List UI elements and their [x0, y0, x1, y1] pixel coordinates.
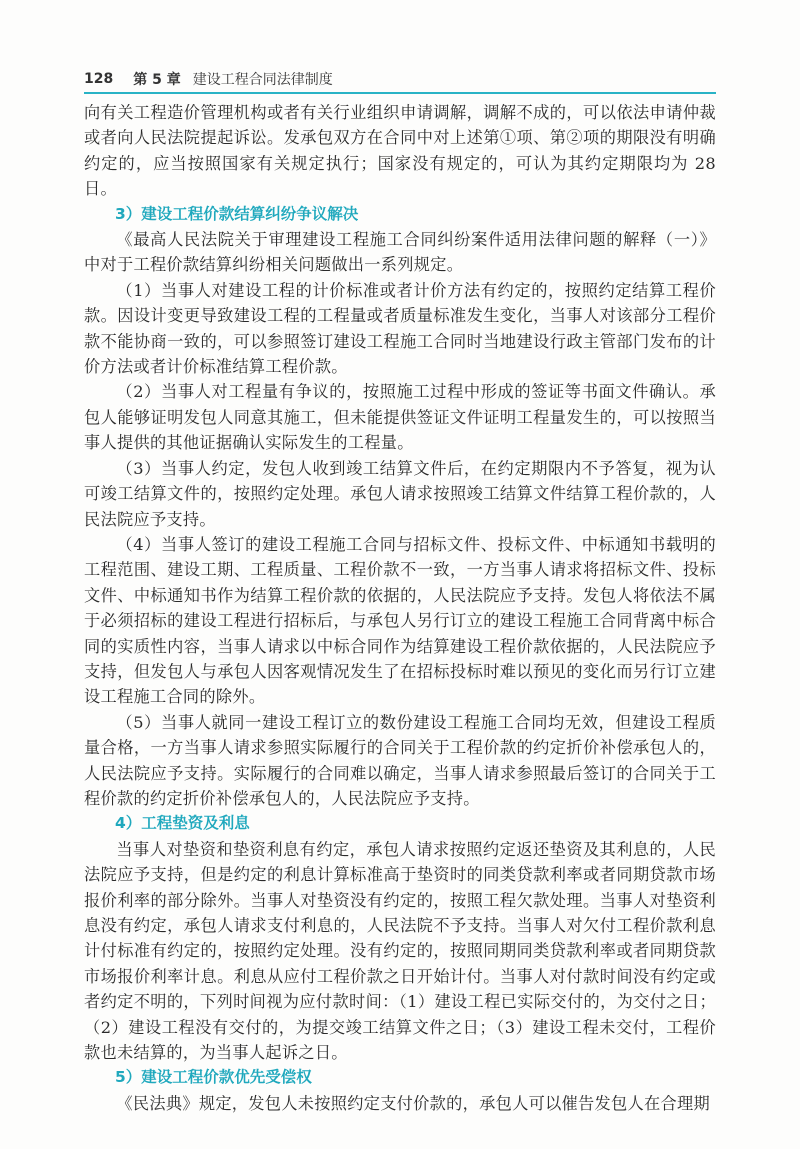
section-heading-advance-funding: 4）工程垫资及利息 — [115, 814, 250, 833]
chapter-title: 建设工程合同法律制度 — [192, 72, 333, 88]
paragraph-item-5: （5）当事人就同一建设工程订立的数份建设工程施工合同均无效，但建设工程质量合格，一方当事人请求参照实际履行的合同关于工程价款的约定折价补偿承包人的，人民法院应予支持。实际履行的合同难以确定，当事人请求参照最后签订的合同关于工程价款的约定折价补偿承包人的，人民法院应予支持。 — [84, 712, 716, 808]
paragraph-judicial-interpretation: 《最高人民法院关于审理建设工程施工合同纠纷案件适用法律问题的解释（一）》中对于工程价款结算纠纷相关问题做出一系列规定。 — [84, 230, 716, 275]
paragraph-item-2: （2）当事人对工程量有争议的，按照施工过程中形成的签证等书面文件确认。承包人能够证明发包人同意其施工，但未能提供签证文件证明工程量发生的，可以按照当事人提供的其他证据确认实际发生的工程量。 — [84, 382, 716, 453]
page-number: 128 — [84, 71, 114, 87]
paragraph-item-4: （4）当事人签订的建设工程施工合同与招标文件、投标文件、中标通知书载明的工程范围、建设工期、工程质量、工程价款不一致，一方当事人请求将招标文件、投标文件、中标通知书作为结算工程价款的依据的，人民法院应予支持。发包人将依法不属于必须招标的建设工程进行招标后，与承包人另行订立的建设工程施工合同背离中标合同的实质性内容，当事人请求以中标合同作为结算建设工程价款依据的，人民法院应予支持，但发包人与承包人因客观情况发生了在招标投标时难以预见的变化而另行订立建设工程施工合同的除外。 — [84, 534, 716, 707]
paragraph-civil-code: 《民法典》规定，发包人未按照约定支付价款的，承包人可以催告发包人在合理期 — [116, 1093, 710, 1113]
page-body — [84, 100, 716, 1116]
header-divider — [84, 92, 716, 94]
paragraph-advance-funding: 当事人对垫资和垫资利息有约定，承包人请求按照约定返还垫资及其利息的，人民法院应予支持，但是约定的利息计算标准高于垫资时的同类贷款利率或者同期贷款市场报价利率的部分除外。当事人对垫资没有约定的，按照工程欠款处理。当事人对垫资利息没有约定，承包人请求支付利息的，人民法院不予支持。当事人对欠付工程价款利息计付标准有约定的，按照约定处理。没有约定的，按照同期同类贷款利率或者同期贷款市场报价利率计息。利息从应付工程价款之日开始计付。当事人对付款时间没有约定或者约定不明的，下列时间视为应付款时间：（1）建设工程已实际交付的，为交付之日；（2）建设工程没有交付的，为提交竣工结算文件之日；（3）建设工程未交付，工程价款也未结算的，为当事人起诉之日。 — [84, 839, 716, 1063]
paragraph-item-3: （3）当事人约定，发包人收到竣工结算文件后，在约定期限内不予答复，视为认可竣工结算文件的，按照约定处理。承包人请求按照竣工结算文件结算工程价款的，人民法院应予支持。 — [84, 458, 716, 529]
section-heading-settlement-disputes: 3）建设工程价款结算纠纷争议解决 — [115, 204, 359, 223]
paragraph-item-1: （1）当事人对建设工程的计价标准或者计价方法有约定的，按照约定结算工程价款。因设计变更导致建设工程的工程量或者质量标准发生变化，当事人对该部分工程价款不能协商一致的，可以参照签订建设工程施工合同时当地建设行政主管部门发布的计价方法或者计价标准结算工程价款。 — [84, 280, 716, 377]
page-header — [84, 66, 716, 92]
paragraph-continued: 向有关工程造价管理机构或者有关行业组织申请调解，调解不成的，可以依法申请仲裁或者向人民法院提起诉讼。发承包双方在合同中对上述第①项、第②项的期限没有明确约定的，应当按照国家有关规定执行；国家没有规定的，可认为其约定期限均为 28 日。 — [84, 103, 716, 199]
chapter-label: 第 5 章 — [133, 72, 181, 88]
section-heading-priority-compensation: 5）建设工程价款优先受偿权 — [115, 1068, 312, 1087]
